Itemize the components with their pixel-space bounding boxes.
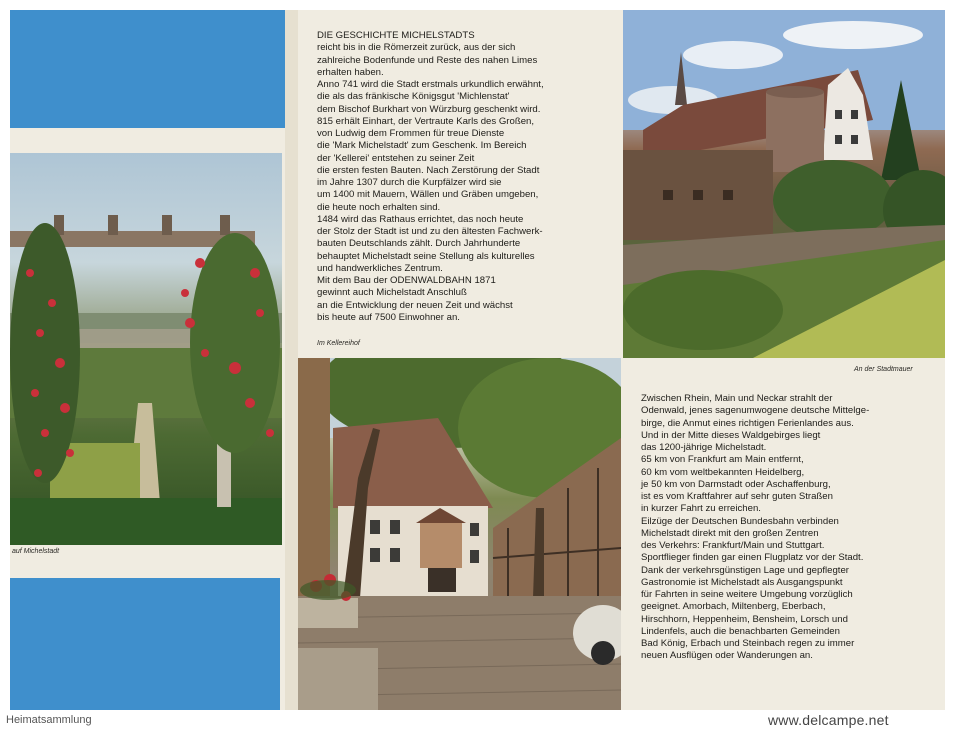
text-line: reicht bis in die Römerzeit zurück, aus der sich bbox=[317, 42, 516, 54]
text-line: für Fahrten in seine weitere Umgebung vorzüglich bbox=[641, 589, 853, 600]
text-line: neuen Ausflügen oder Wanderungen an. bbox=[641, 650, 813, 662]
text-line: bis heute auf 7500 Einwohner an. bbox=[317, 311, 460, 323]
text-line: die ersten festen Bauten. Nach Zerstörung der Stadt bbox=[317, 164, 540, 176]
text-line: die 'Mark Michelstadt' zum Geschenk. Im Bereich bbox=[317, 140, 527, 152]
photo-kellereihof-courtyard bbox=[298, 358, 621, 710]
text-line: Michelstadt direkt mit den großen Zentren bbox=[641, 527, 819, 539]
caption-garden-photo: auf Michelstadt bbox=[12, 548, 60, 555]
text-line: Sportflieger finden gar einen Flugplatz vor der Stadt. bbox=[641, 552, 864, 564]
blue-color-block-bottom bbox=[10, 578, 280, 710]
text-line: geeignet. Amorbach, Miltenberg, Eberbach, bbox=[641, 601, 826, 613]
watermark-heimatsammlung: Heimatsammlung bbox=[6, 714, 92, 726]
text-line: Bad König, Erbach und Steinbach regen zu immer bbox=[641, 638, 855, 649]
text-line: im Jahre 1307 durch die Kurpfälzer wird sie bbox=[317, 177, 502, 188]
text-line: behauptet Michelstadt seine Stellung als kulturelles bbox=[317, 250, 535, 262]
text-line: 60 km vom weltbekannten Heidelberg, bbox=[641, 466, 805, 478]
text-line: birge, die Anmut eines richtigen Ferienlandes aus. bbox=[641, 417, 854, 429]
text-line: 815 erhält Einhart, der Vertraute Karls des Großen, bbox=[317, 115, 535, 127]
caption-courtyard-photo: Im Kellereihof bbox=[317, 340, 360, 347]
text-line: je 50 km von Darmstadt oder Aschaffenburg, bbox=[641, 478, 831, 490]
text-line: ist es vom Kraftfahrer auf sehr guten Straßen bbox=[641, 491, 833, 502]
text-line: bauten Deutschlands zählt. Durch Jahrhunderte bbox=[317, 238, 521, 250]
fold-crease bbox=[285, 10, 298, 710]
text-line: gewinnt auch Michelstadt Anschluß bbox=[317, 287, 467, 299]
text-line: Zwischen Rhein, Main und Neckar strahlt der bbox=[641, 393, 833, 404]
text-line: erhalten haben. bbox=[317, 66, 384, 78]
text-line: Eilzüge der Deutschen Bundesbahn verbinden bbox=[641, 515, 839, 527]
text-line: Odenwald, jenes sagenumwogene deutsche Mittelge- bbox=[641, 405, 870, 417]
text-line: der 'Kellerei' entstehen zu seiner Zeit bbox=[317, 152, 475, 164]
text-line: 1484 wird das Rathaus errichtet, das noch heute bbox=[317, 213, 524, 225]
odenwald-text-block bbox=[641, 393, 931, 663]
text-line: 65 km von Frankfurt am Main entfernt, bbox=[641, 454, 804, 466]
photo-city-wall-castle bbox=[623, 10, 945, 358]
text-line: des Verkehrs: Frankfurt/Main und Stuttgart. bbox=[641, 540, 825, 551]
text-line: Hirschhorn, Heppenheim, Bensheim, Lorsch und bbox=[641, 613, 848, 625]
blue-color-block-top bbox=[10, 10, 285, 128]
text-line: an die Entwicklung der neuen Zeit und wächst bbox=[317, 299, 513, 311]
text-line: das 1200-jährige Michelstadt. bbox=[641, 442, 767, 453]
text-line: in kurzer Fahrt zu erreichen. bbox=[641, 503, 761, 515]
text-line: Gastronomie ist Michelstadt als Ausgangspunkt bbox=[641, 576, 843, 588]
text-line: um 1400 mit Mauern, Wällen und Gräben umgeben, bbox=[317, 189, 539, 201]
text-line: dem Bischof Burkhart von Würzburg geschenkt wird. bbox=[317, 103, 541, 115]
caption-wall-photo: An der Stadtmauer bbox=[854, 366, 913, 373]
text-line: Mit dem Bau der ODENWALDBAHN 1871 bbox=[317, 275, 496, 286]
photo-rose-pergola bbox=[10, 153, 282, 545]
text-line: die heute noch erhalten sind. bbox=[317, 201, 441, 213]
text-line: Lindenfels, auch die benachbarten Gemeinden bbox=[641, 625, 840, 637]
text-line: und handwerkliches Zentrum. bbox=[317, 262, 443, 274]
text-line: von Ludwig dem Frommen für treue Dienste bbox=[317, 128, 505, 139]
text-line: zahlreiche Bodenfunde und Reste des nahen Limes bbox=[317, 54, 538, 66]
text-line: Anno 741 wird die Stadt erstmals urkundlich erwähnt, bbox=[317, 79, 544, 90]
text-line: Und in der Mitte dieses Waldgebirges liegt bbox=[641, 429, 821, 441]
text-line: der Stolz der Stadt ist und zu den ältesten Fachwerk- bbox=[317, 226, 543, 237]
watermark-delcampe-url: www.delcampe.net bbox=[768, 712, 889, 728]
text-line: Dank der verkehrsgünstigen Lage und gepflegter bbox=[641, 564, 850, 576]
text-line: die als das fränkische Königsgut 'Michlenstat' bbox=[317, 91, 510, 103]
history-heading: DIE GESCHICHTE MICHELSTADTS bbox=[317, 30, 475, 41]
history-text-block bbox=[317, 30, 607, 324]
